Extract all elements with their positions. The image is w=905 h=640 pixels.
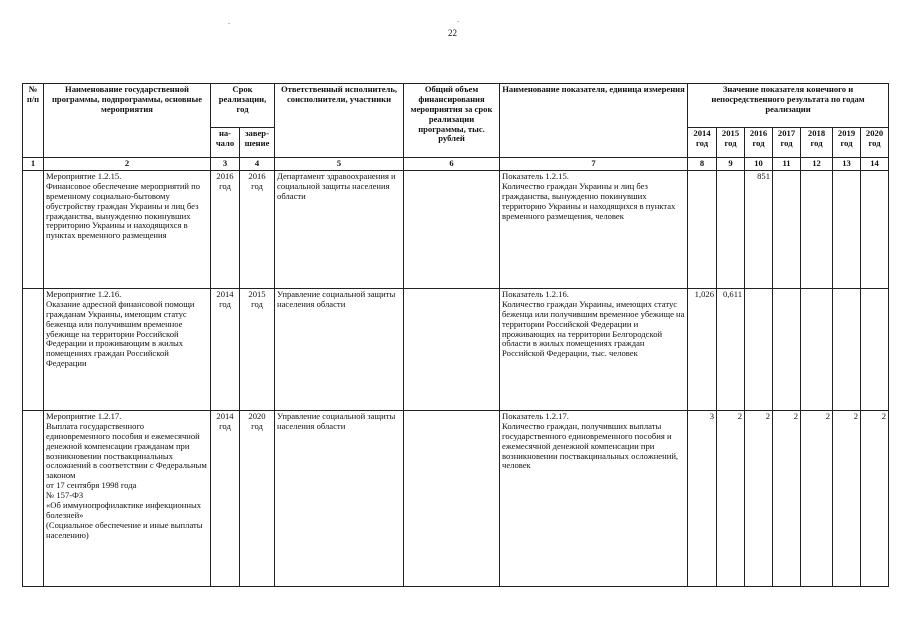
header-num: № п/п: [23, 84, 44, 158]
header-year-2014: [688, 128, 717, 158]
program-table: [22, 83, 889, 587]
header-year-2015: [717, 128, 745, 158]
indicator-name: Показатель 1.2.17. Количество граждан, получивших выплаты государственного единовременного пособия и ежемесячной денежной компенсации при возникновении поствакцинальных осложнений, человек: [500, 411, 688, 587]
term-end: 2020 год: [240, 411, 275, 587]
column-number: 10: [745, 158, 773, 171]
scan-speck: .: [228, 16, 231, 26]
year-label: 2018: [807, 128, 826, 138]
indicator-value: 2: [801, 411, 833, 587]
indicator-name: Показатель 1.2.15. Количество граждан Украины и лиц без гражданства, вынужденно покинувших территорию Украины и находящихся в пунктах временного размещения, человек: [500, 171, 688, 289]
indicator-value: 0,611: [717, 289, 745, 411]
indicator-value: [861, 289, 889, 411]
column-number: 9: [717, 158, 745, 171]
year-label: 2016: [749, 128, 768, 138]
header-name: Наименование государственной программы, подпрограммы, основные мероприятия: [44, 84, 211, 158]
header-values: Значение показателя конечного и непосредственного результата по годам реализации: [688, 84, 889, 128]
indicator-value: 2: [745, 411, 773, 587]
column-number: 8: [688, 158, 717, 171]
term-end: 2016 год: [240, 171, 275, 289]
header-year-2020: [861, 128, 889, 158]
table-row: [23, 289, 889, 411]
financing-volume: [404, 171, 500, 289]
indicator-value: 3: [688, 411, 717, 587]
column-numbers-row: [23, 158, 889, 171]
year-label: 2019: [837, 128, 856, 138]
indicator-value: 2: [717, 411, 745, 587]
term-start: 2014 год: [211, 411, 240, 587]
column-number: 3: [211, 158, 240, 171]
header-volume: Общий объем финансирования мероприятия за срок реализации программы, тыс. рублей: [404, 84, 500, 158]
term-start: 2014 год: [211, 289, 240, 411]
row-num: [23, 171, 44, 289]
activity-name: Мероприятие 1.2.16. Оказание адресной финансовой помощи гражданам Украины, имеющим статус беженца или получившим временное убежище на территории Российской Федерации и проживающим в жилых помещениях граждан Российской Федерации: [44, 289, 211, 411]
indicator-value: [773, 289, 801, 411]
header-indicator: Наименование показателя, единица измерения: [500, 84, 688, 158]
page-number: 22: [448, 28, 457, 38]
year-label: 2017: [777, 128, 796, 138]
indicator-value: [833, 289, 861, 411]
year-label: 2014: [693, 128, 711, 138]
column-number: 5: [275, 158, 404, 171]
year-unit: год: [780, 137, 793, 148]
table-row: [23, 171, 889, 289]
indicator-value: 2: [833, 411, 861, 587]
column-number: 11: [773, 158, 801, 171]
year-unit: год: [868, 137, 881, 148]
column-number: 6: [404, 158, 500, 171]
responsible-executor: Управление социальной защиты населения области: [275, 411, 404, 587]
term-end: 2015 год: [240, 289, 275, 411]
financing-volume: [404, 289, 500, 411]
year-unit: год: [724, 137, 737, 148]
indicator-value: [688, 171, 717, 289]
indicator-name: Показатель 1.2.16. Количество граждан Украины, имеющих статус беженца или получившим временное убежище на территории Российской Федерации и проживающих на территории Белгородской области в жилых помещениях граждан Российской Федерации, тыс. человек: [500, 289, 688, 411]
column-number: 7: [500, 158, 688, 171]
year-label: 2020: [865, 128, 884, 138]
header-year-2016: [745, 128, 773, 158]
year-unit: год: [810, 137, 823, 148]
term-start: 2016 год: [211, 171, 240, 289]
indicator-value: [801, 171, 833, 289]
indicator-value: 1,026: [688, 289, 717, 411]
year-label: 2015: [721, 128, 740, 138]
row-num: [23, 411, 44, 587]
indicator-value: [745, 289, 773, 411]
year-unit: год: [752, 137, 765, 148]
column-number: 4: [240, 158, 275, 171]
indicator-value: 2: [773, 411, 801, 587]
column-number: 14: [861, 158, 889, 171]
column-number: 2: [44, 158, 211, 171]
indicator-value: [801, 289, 833, 411]
header-year-2018: [801, 128, 833, 158]
column-number: 1: [23, 158, 44, 171]
activity-name: Мероприятие 1.2.17. Выплата государственного единовременного пособия и ежемесячной денежной компенсации гражданам при возникновении поствакцинальных осложнений в соответствии с Федеральным законом от 17 сентября 1998 года № 157-ФЗ «Об иммунопрофилактике инфекционных болезней» (Социальное обеспечение и иные выплаты населению): [44, 411, 211, 587]
responsible-executor: Департамент здравоохранения и социальной защиты населения области: [275, 171, 404, 289]
table-row: [23, 411, 889, 587]
indicator-value: [833, 171, 861, 289]
activity-name: Мероприятие 1.2.15. Финансовое обеспечение мероприятий по временному социально-бытовому обустройству граждан Украины и лиц без гражданства, вынужденно покинувших территорию Украины и находящихся в пунктах временного размещения: [44, 171, 211, 289]
indicator-value: [717, 171, 745, 289]
row-num: [23, 289, 44, 411]
year-unit: год: [695, 137, 709, 148]
responsible-executor: Управление социальной защиты населения области: [275, 289, 404, 411]
year-unit: год: [840, 137, 853, 148]
header-year-2019: [833, 128, 861, 158]
scan-speck: .: [457, 14, 460, 24]
header-term: Срок реализации, год: [211, 84, 275, 128]
header-term-start: на-чало: [211, 128, 240, 158]
header-year-2017: [773, 128, 801, 158]
indicator-value: [773, 171, 801, 289]
indicator-value: 851: [745, 171, 773, 289]
column-number: 12: [801, 158, 833, 171]
column-number: 13: [833, 158, 861, 171]
header-responsible: Ответственный исполнитель, соисполнители, участники: [275, 84, 404, 158]
indicator-value: [861, 171, 889, 289]
financing-volume: [404, 411, 500, 587]
indicator-value: 2: [861, 411, 889, 587]
header-term-end: завер-шение: [240, 128, 275, 158]
